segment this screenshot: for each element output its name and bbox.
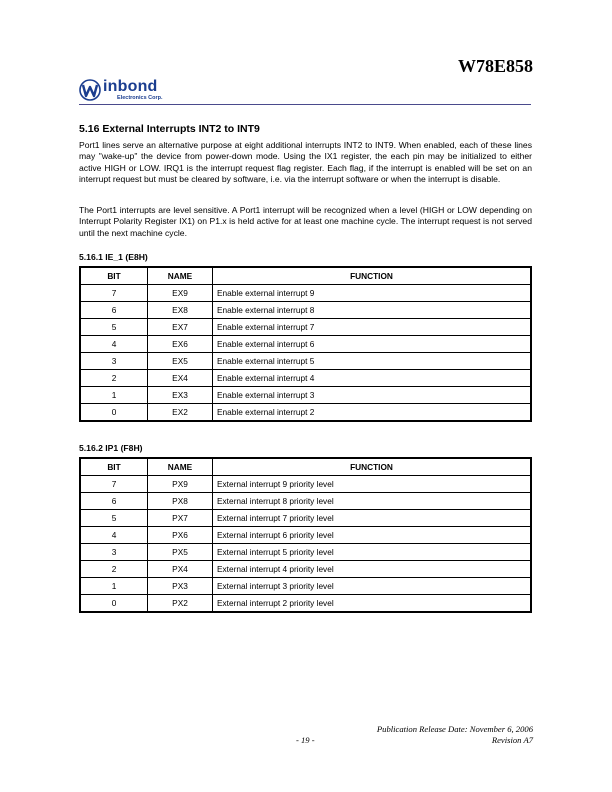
- bit-cell: 0: [80, 595, 148, 613]
- name-cell: PX4: [148, 561, 213, 578]
- function-cell: Enable external interrupt 3: [213, 387, 532, 404]
- table-row: [80, 493, 531, 510]
- bit-cell: 1: [80, 387, 148, 404]
- function-cell: External interrupt 4 priority level: [213, 561, 532, 578]
- table1-title: 5.16.1 IE_1 (E8H): [79, 252, 148, 262]
- table-row: [80, 285, 531, 302]
- bit-cell: 0: [80, 404, 148, 422]
- bit-cell: 4: [80, 336, 148, 353]
- paragraph-1: Port1 lines serve an alternative purpose at eight additional interrupts INT2 to INT9. When enabled, each of these lines may "wake-up" the device from power-down mode. Using the IX1 register, the each pin may be initialized to either active HIGH or LOW. IRQ1 is the interrupt request flag register. Each flag, if the interrupt is enabled will be set on an interrupt request but must be cleared by software, i.e. via the interrupt software or when the interrupt is disable.: [79, 140, 532, 185]
- function-cell: Enable external interrupt 6: [213, 336, 532, 353]
- bit-cell: 7: [80, 285, 148, 302]
- function-cell: External interrupt 5 priority level: [213, 544, 532, 561]
- name-cell: EX4: [148, 370, 213, 387]
- section-title: 5.16 External Interrupts INT2 to INT9: [79, 123, 260, 135]
- column-header-name: NAME: [148, 458, 213, 476]
- table-row: [80, 527, 531, 544]
- winbond-logo: [79, 79, 163, 105]
- footer-page-number: - 19 -: [296, 735, 315, 745]
- bit-cell: 5: [80, 510, 148, 527]
- footer-publication-date: Publication Release Date: November 6, 2006: [376, 724, 533, 734]
- column-header-bit: BIT: [80, 267, 148, 285]
- bit-cell: 7: [80, 476, 148, 493]
- bit-cell: 6: [80, 302, 148, 319]
- name-cell: EX6: [148, 336, 213, 353]
- function-cell: Enable external interrupt 5: [213, 353, 532, 370]
- table-row: [80, 476, 531, 493]
- column-header-name: NAME: [148, 267, 213, 285]
- name-cell: PX6: [148, 527, 213, 544]
- function-cell: Enable external interrupt 7: [213, 319, 532, 336]
- ip1-register-table: [79, 457, 532, 613]
- bit-cell: 3: [80, 353, 148, 370]
- table-row: [80, 544, 531, 561]
- footer-revision: Revision A7: [491, 735, 533, 745]
- bit-cell: 5: [80, 319, 148, 336]
- table-row: [80, 510, 531, 527]
- name-cell: EX5: [148, 353, 213, 370]
- table-header-row: [80, 458, 531, 476]
- column-header-function: FUNCTION: [213, 267, 532, 285]
- table-row: [80, 595, 531, 613]
- logo-subtitle: Electronics Corp.: [117, 95, 163, 101]
- bit-cell: 2: [80, 561, 148, 578]
- name-cell: PX5: [148, 544, 213, 561]
- function-cell: Enable external interrupt 9: [213, 285, 532, 302]
- table-row: [80, 353, 531, 370]
- table-row: [80, 319, 531, 336]
- table-row: [80, 302, 531, 319]
- function-cell: External interrupt 6 priority level: [213, 527, 532, 544]
- table-row: [80, 370, 531, 387]
- function-cell: Enable external interrupt 8: [213, 302, 532, 319]
- winbond-logo-icon: [79, 79, 101, 101]
- name-cell: EX9: [148, 285, 213, 302]
- function-cell: External interrupt 2 priority level: [213, 595, 532, 613]
- header-divider: [79, 104, 531, 105]
- column-header-function: FUNCTION: [213, 458, 532, 476]
- table-header-row: [80, 267, 531, 285]
- table-row: [80, 336, 531, 353]
- name-cell: PX9: [148, 476, 213, 493]
- name-cell: PX7: [148, 510, 213, 527]
- part-number: W78E858: [457, 56, 533, 76]
- name-cell: PX2: [148, 595, 213, 613]
- table-row: [80, 561, 531, 578]
- table-row: [80, 404, 531, 422]
- table-row: [80, 578, 531, 595]
- name-cell: EX2: [148, 404, 213, 422]
- function-cell: External interrupt 9 priority level: [213, 476, 532, 493]
- table-row: [80, 387, 531, 404]
- bit-cell: 3: [80, 544, 148, 561]
- name-cell: PX8: [148, 493, 213, 510]
- function-cell: External interrupt 3 priority level: [213, 578, 532, 595]
- function-cell: Enable external interrupt 2: [213, 404, 532, 422]
- function-cell: Enable external interrupt 4: [213, 370, 532, 387]
- bit-cell: 1: [80, 578, 148, 595]
- bit-cell: 6: [80, 493, 148, 510]
- column-header-bit: BIT: [80, 458, 148, 476]
- name-cell: EX3: [148, 387, 213, 404]
- ie1-register-table: [79, 266, 532, 422]
- table2-title: 5.16.2 IP1 (F8H): [79, 443, 143, 453]
- logo-name: inbond: [103, 78, 158, 95]
- function-cell: External interrupt 7 priority level: [213, 510, 532, 527]
- bit-cell: 4: [80, 527, 148, 544]
- name-cell: EX7: [148, 319, 213, 336]
- bit-cell: 2: [80, 370, 148, 387]
- paragraph-2: The Port1 interrupts are level sensitive. A Port1 interrupt will be recognized when a level (HIGH or LOW depending on Interrupt Polarity Register IX1) on P1.x is held active for at least one machine cycle. The interrupt request is not served until the next machine cycle.: [79, 205, 532, 238]
- name-cell: PX3: [148, 578, 213, 595]
- name-cell: EX8: [148, 302, 213, 319]
- function-cell: External interrupt 8 priority level: [213, 493, 532, 510]
